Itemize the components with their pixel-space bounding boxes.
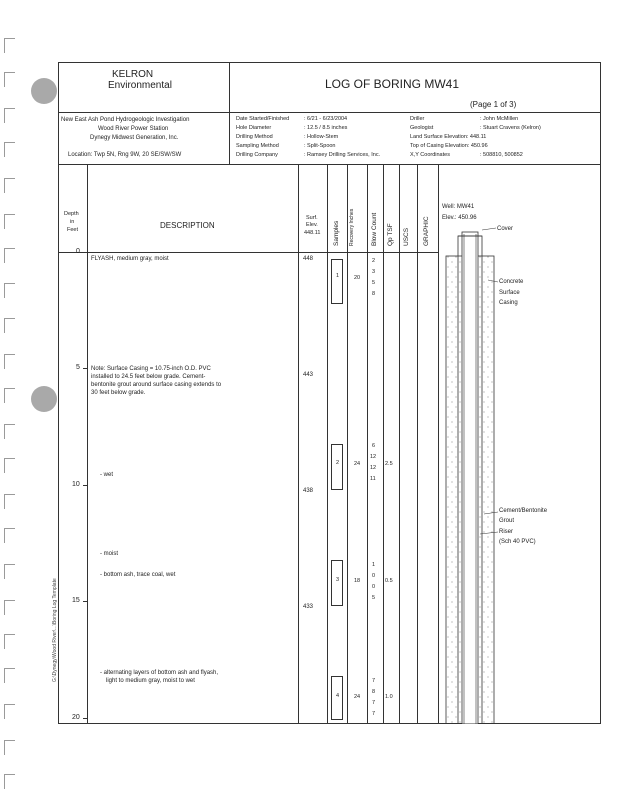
- blow-count: 6: [372, 443, 376, 449]
- col-depth: Feet: [67, 227, 79, 233]
- right-value: : 508810, 500852: [480, 152, 523, 158]
- project-line: Dynegy Midwest Generation, Inc.: [90, 135, 179, 141]
- col-blow-count: Blow Count: [371, 212, 378, 246]
- info-label: Drilling Company: [236, 152, 278, 158]
- divider: [229, 62, 230, 112]
- info-value: : 12.5 / 8.5 inches: [304, 125, 348, 131]
- depth-tick: 0: [76, 248, 80, 255]
- binder-mark: [4, 634, 15, 649]
- binder-mark: [4, 600, 15, 615]
- blow-count: 12: [370, 454, 377, 460]
- well-elev: Elev.: 450.96: [442, 215, 477, 221]
- col-samples: Samples: [333, 220, 340, 246]
- info-value: : Hollow-Stem: [304, 134, 339, 140]
- binder-mark: [4, 424, 15, 439]
- description-text: - wet: [100, 472, 114, 478]
- elev-tick: 448: [303, 256, 314, 262]
- qp-value: 0.5: [385, 578, 393, 584]
- binder-mark: [4, 108, 15, 123]
- blow-count: 2: [372, 258, 376, 264]
- depth-tick: 5: [76, 364, 80, 371]
- divider: [87, 164, 88, 724]
- col-recovery: Recovery Inches: [349, 208, 355, 246]
- divider: [347, 164, 348, 724]
- sample-number: 4: [336, 693, 340, 699]
- company-sub: Environmental: [108, 80, 172, 91]
- col-depth: in: [70, 219, 75, 225]
- binder-mark: [4, 704, 15, 719]
- sample-box: [331, 444, 343, 490]
- divider: [229, 112, 230, 164]
- description-text: FLYASH, medium gray, moist: [91, 256, 169, 262]
- binder-mark: [4, 318, 15, 333]
- sample-recovery: 24: [354, 461, 361, 467]
- description-text: - alternating layers of bottom ash and flyash,: [100, 670, 219, 676]
- page-number: (Page 1 of 3): [470, 100, 517, 109]
- tick: [83, 601, 87, 602]
- description-text: - bottom ash, trace coal, wet: [100, 572, 176, 578]
- col-depth: Depth: [64, 211, 79, 217]
- description-text: light to medium gray, moist to wet: [106, 678, 195, 684]
- divider: [367, 164, 368, 724]
- info-label: Sampling Method: [236, 143, 279, 149]
- sample-number: 2: [336, 460, 340, 466]
- binder-mark: [4, 72, 15, 87]
- tick: [83, 252, 87, 253]
- info-value: : Ramsey Drilling Services, Inc.: [304, 152, 381, 158]
- blow-count: 0: [372, 573, 376, 579]
- blow-count: 12: [370, 465, 377, 471]
- project-location: Location: Twp 5N, Rng 9W, 20 SE/SW/SW: [68, 152, 182, 158]
- divider: [298, 164, 299, 724]
- depth-tick: 20: [72, 714, 80, 721]
- blow-count: 7: [372, 700, 376, 706]
- col-qp: Qp TSF: [387, 223, 394, 246]
- info-label: Hole Diameter: [236, 125, 272, 131]
- qp-value: 2.5: [385, 461, 393, 467]
- description-text: - moist: [100, 551, 118, 557]
- elev-tick: 443: [303, 372, 314, 378]
- description-text: installed to 24.5 feet below grade. Cement-: [91, 374, 206, 380]
- divider: [327, 164, 328, 724]
- depth-tick: 15: [72, 597, 80, 604]
- right-label: Driller: [410, 116, 425, 122]
- col-graphic: GRAPHIC: [423, 216, 430, 246]
- sample-number: 3: [336, 577, 340, 583]
- blow-count: 1: [372, 562, 376, 568]
- description-text: 30 feet below grade.: [91, 390, 146, 396]
- page-title: LOG OF BORING MW41: [325, 77, 460, 91]
- blow-count: 7: [372, 711, 376, 717]
- well-label: Concrete: [499, 279, 524, 285]
- depth-tick: 10: [72, 481, 80, 488]
- binder-mark: [4, 458, 15, 473]
- divider: [58, 112, 601, 113]
- elev-tick: 433: [303, 604, 314, 610]
- blow-count: 7: [372, 678, 376, 684]
- col-description: DESCRIPTION: [160, 221, 215, 230]
- blow-count: 3: [372, 269, 376, 275]
- binder-mark: [4, 248, 15, 263]
- divider: [58, 164, 601, 165]
- well-label: (Sch 40 PVC): [499, 539, 536, 545]
- right-value: : Stuart Cravens (Kelron): [480, 125, 541, 131]
- sample-recovery: 24: [354, 694, 361, 700]
- binder-mark: [4, 740, 15, 755]
- right-label: Top of Casing Elevation: 450.96: [410, 143, 488, 149]
- binder-mark: [4, 214, 15, 229]
- col-elev: Elev.: [306, 222, 318, 228]
- binder-mark: [4, 38, 15, 53]
- well-label: Casing: [499, 300, 518, 306]
- divider: [399, 164, 400, 724]
- binder-mark: [4, 774, 15, 789]
- binder-mark: [4, 142, 15, 157]
- info-value: : 6/21 - 6/23/2004: [304, 116, 348, 122]
- binder-mark: [4, 354, 15, 369]
- divider: [383, 164, 384, 724]
- well-name: Well: MW41: [442, 204, 475, 210]
- elev-tick: 438: [303, 488, 314, 494]
- well-label: Grout: [499, 518, 515, 524]
- sample-recovery: 18: [354, 578, 361, 584]
- description-text: Note: Surface Casing = 10.75-inch O.D. PVC: [91, 366, 211, 372]
- right-label: Land Surface Elevation: 448.11: [410, 134, 487, 140]
- col-uscs: USCS: [403, 227, 410, 246]
- binder-mark: [4, 283, 15, 298]
- binder-mark: [4, 668, 15, 683]
- info-value: : Split-Spoon: [304, 143, 336, 149]
- qp-value: 1.0: [385, 694, 393, 700]
- side-file-path: G:\Dynegy\Wood River\...\Boring Log Template: [52, 578, 58, 682]
- binder-mark: [4, 494, 15, 509]
- tick: [83, 368, 87, 369]
- binder-mark: [4, 564, 15, 579]
- info-label: Drilling Method: [236, 134, 273, 140]
- divider: [417, 164, 418, 724]
- tick: [83, 718, 87, 719]
- col-elev: Surf.: [306, 215, 318, 221]
- punch-hole: [31, 78, 57, 104]
- well-cover-label: Cover: [497, 226, 514, 232]
- description-text: bentonite grout around surface casing extends to: [91, 382, 222, 388]
- binder-mark: [4, 528, 15, 543]
- blow-count: 5: [372, 595, 376, 601]
- blow-count: 5: [372, 280, 376, 286]
- blow-count: 8: [372, 689, 376, 695]
- company-name: KELRON: [112, 69, 154, 80]
- well-label: Cement/Bentonite: [499, 508, 548, 514]
- info-label: Date Started/Finished: [236, 116, 290, 122]
- tick: [83, 485, 87, 486]
- right-value: : John McMillen: [480, 116, 519, 122]
- sample-recovery: 20: [354, 275, 361, 281]
- sample-box: [331, 259, 343, 304]
- sample-number: 1: [336, 273, 340, 279]
- col-elev: 448.11: [304, 230, 321, 236]
- project-line: Wood River Power Station: [98, 126, 169, 132]
- project-line: New East Ash Pond Hydrogeologic Investigation: [61, 117, 190, 123]
- binder-mark: [4, 178, 15, 193]
- blow-count: 11: [370, 476, 376, 482]
- divider: [58, 252, 439, 253]
- right-label: Geologist: [410, 125, 434, 131]
- well-label: Surface: [499, 290, 520, 296]
- well-label: Riser: [499, 529, 514, 535]
- right-label: X,Y Coordinates: [410, 152, 450, 158]
- punch-hole: [31, 386, 57, 412]
- binder-mark: [4, 388, 15, 403]
- well-diagram: [438, 224, 498, 724]
- blow-count: 8: [372, 291, 376, 297]
- blow-count: 0: [372, 584, 376, 590]
